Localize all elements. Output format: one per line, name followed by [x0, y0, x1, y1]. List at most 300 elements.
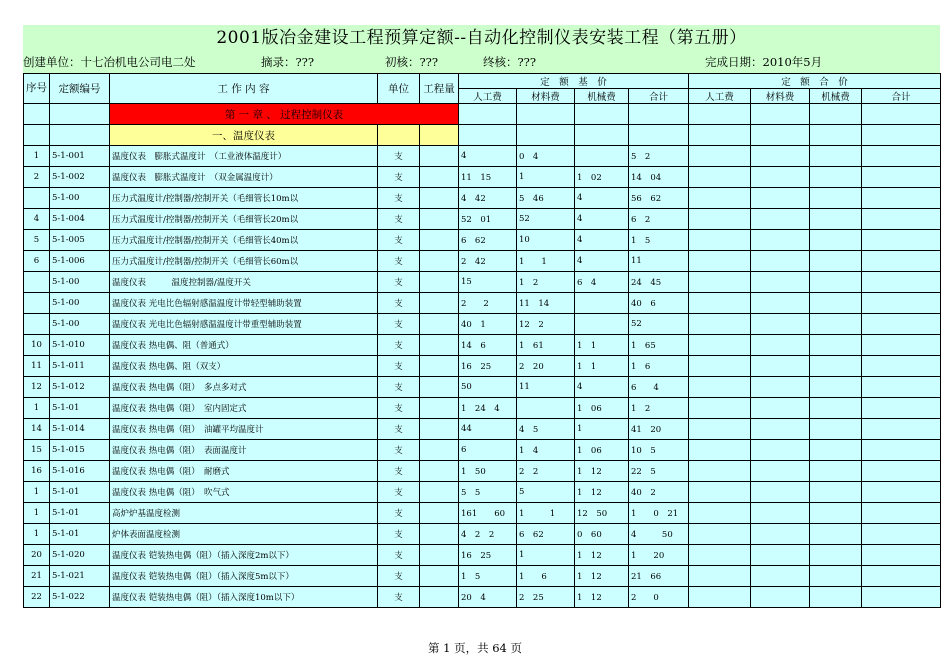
row-content: 压力式温度计/控制器/控制开关（毛细管长20m以 — [110, 209, 378, 230]
row-material: 2 20 — [517, 356, 575, 377]
row-machine: 1 1 — [575, 356, 629, 377]
table-row — [24, 335, 941, 356]
row-total-material — [751, 566, 810, 587]
row-seq: 5 — [24, 230, 50, 251]
row-total-material — [751, 209, 810, 230]
row-content: 炉体表面温度检测 — [110, 524, 378, 545]
table-row — [24, 461, 941, 482]
row-material: 1 — [517, 545, 575, 566]
row-machine: 1 12 — [575, 545, 629, 566]
row-total-sum — [862, 188, 941, 209]
row-total-machine — [810, 167, 862, 188]
row-qty — [420, 356, 459, 377]
row-total-sum — [862, 566, 941, 587]
row-machine: 4 — [575, 230, 629, 251]
row-labor: 1 24 4 — [459, 398, 517, 419]
row-unit: 支 — [378, 335, 420, 356]
row-sum: 41 20 — [629, 419, 689, 440]
row-total-labor — [689, 482, 751, 503]
row-machine: 1 12 — [575, 461, 629, 482]
row-total-material — [751, 377, 810, 398]
creator-label: 创建单位：十七冶机电公司电二处 — [23, 55, 196, 69]
row-total-machine — [810, 146, 862, 167]
row-labor: 50 — [459, 377, 517, 398]
reviewer-label: 初核：??? — [385, 55, 438, 69]
chapter-row — [24, 104, 941, 125]
row-total-labor — [689, 377, 751, 398]
row-content: 温度仪表 热电偶（阻） 油罐平均温度计 — [110, 419, 378, 440]
row-unit: 支 — [378, 440, 420, 461]
row-labor: 1 50 — [459, 461, 517, 482]
row-total-machine — [810, 230, 862, 251]
row-seq: 15 — [24, 440, 50, 461]
row-seq: 12 — [24, 377, 50, 398]
row-total-machine — [810, 188, 862, 209]
row-labor: 5 5 — [459, 482, 517, 503]
row-labor: 16 25 — [459, 545, 517, 566]
row-content: 温度仪表 热电偶（阻） 表面温度计 — [110, 440, 378, 461]
table-row — [24, 293, 941, 314]
row-total-material — [751, 440, 810, 461]
row-unit: 支 — [378, 419, 420, 440]
row-code: 5-1-011 — [50, 356, 110, 377]
row-total-labor — [689, 167, 751, 188]
row-total-labor — [689, 356, 751, 377]
row-sum: 40 6 — [629, 293, 689, 314]
row-total-labor — [689, 146, 751, 167]
row-total-sum — [862, 377, 941, 398]
row-qty — [420, 545, 459, 566]
table-row — [24, 419, 941, 440]
row-total-material — [751, 419, 810, 440]
row-material: 1 1 — [517, 503, 575, 524]
row-total-machine — [810, 377, 862, 398]
row-seq — [24, 293, 50, 314]
row-unit: 支 — [378, 293, 420, 314]
row-seq — [24, 272, 50, 293]
row-labor: 4 42 — [459, 188, 517, 209]
row-content: 温度仪表 热电偶（阻） 多点多对式 — [110, 377, 378, 398]
row-code: 5-1-015 — [50, 440, 110, 461]
row-content: 高炉炉基温度检测 — [110, 503, 378, 524]
table-row — [24, 377, 941, 398]
row-total-labor — [689, 398, 751, 419]
row-total-labor — [689, 335, 751, 356]
row-total-labor — [689, 461, 751, 482]
row-total-labor — [689, 251, 751, 272]
row-content: 温度仪表 热电偶、阻（普通式） — [110, 335, 378, 356]
row-qty — [420, 482, 459, 503]
row-labor: 16 25 — [459, 356, 517, 377]
row-total-sum — [862, 587, 941, 608]
table-row — [24, 209, 941, 230]
header-base-material: 材料费 — [517, 89, 575, 104]
table-row — [24, 587, 941, 608]
row-total-labor — [689, 503, 751, 524]
row-content: 压力式温度计/控制器/控制开关（毛细管长40m以 — [110, 230, 378, 251]
row-total-machine — [810, 293, 862, 314]
row-sum: 10 5 — [629, 440, 689, 461]
row-content: 温度仪表 铠装热电偶（阻）（插入深度10m以下） — [110, 587, 378, 608]
row-labor: 6 — [459, 440, 517, 461]
row-seq: 6 — [24, 251, 50, 272]
row-total-material — [751, 482, 810, 503]
spreadsheet — [23, 25, 940, 608]
row-total-material — [751, 503, 810, 524]
row-total-labor — [689, 209, 751, 230]
row-seq: 14 — [24, 419, 50, 440]
row-seq: 16 — [24, 461, 50, 482]
row-labor: 2 2 — [459, 293, 517, 314]
row-content: 温度仪表 膨胀式温度计 （双金属温度计） — [110, 167, 378, 188]
row-seq: 1 — [24, 482, 50, 503]
row-content: 温度仪表 铠装热电偶（阻）（插入深度5m以下） — [110, 566, 378, 587]
row-sum: 2 0 — [629, 587, 689, 608]
row-seq: 10 — [24, 335, 50, 356]
row-labor: 14 6 — [459, 335, 517, 356]
row-content: 温度仪表 铠装热电偶（阻）（插入深度2m以下） — [110, 545, 378, 566]
row-total-material — [751, 545, 810, 566]
table-row — [24, 503, 941, 524]
table-row — [24, 167, 941, 188]
row-total-material — [751, 314, 810, 335]
row-unit: 支 — [378, 545, 420, 566]
row-labor: 1 5 — [459, 566, 517, 587]
row-total-material — [751, 188, 810, 209]
row-content: 温度仪表 光电比色辐射感温温度计带轻型辅助装置 — [110, 293, 378, 314]
row-material: 2 25 — [517, 587, 575, 608]
row-total-machine — [810, 251, 862, 272]
header-total-machine: 机械费 — [810, 89, 862, 104]
row-labor: 4 — [459, 146, 517, 167]
row-material: 0 4 — [517, 146, 575, 167]
row-code: 5-1-01 — [50, 524, 110, 545]
row-code: 5-1-00 — [50, 188, 110, 209]
row-material — [517, 398, 575, 419]
row-total-sum — [862, 230, 941, 251]
info-bar — [23, 51, 940, 73]
row-total-labor — [689, 524, 751, 545]
row-total-machine — [810, 524, 862, 545]
table-row — [24, 314, 941, 335]
row-total-sum — [862, 440, 941, 461]
row-code: 5-1-00 — [50, 314, 110, 335]
header-total-labor: 人工费 — [689, 89, 751, 104]
row-material: 4 5 — [517, 419, 575, 440]
row-code: 5-1-012 — [50, 377, 110, 398]
row-total-labor — [689, 587, 751, 608]
row-machine: 12 50 — [575, 503, 629, 524]
row-code: 5-1-021 — [50, 566, 110, 587]
row-total-sum — [862, 356, 941, 377]
row-content: 温度仪表 热电偶（阻） 吹气式 — [110, 482, 378, 503]
header-base-price: 定 额 基 价 — [459, 74, 689, 89]
row-content: 温度仪表 热电偶、阻（双支） — [110, 356, 378, 377]
row-material: 11 14 — [517, 293, 575, 314]
row-labor: 6 62 — [459, 230, 517, 251]
row-total-labor — [689, 419, 751, 440]
row-sum: 1 20 — [629, 545, 689, 566]
row-total-material — [751, 356, 810, 377]
row-material: 5 46 — [517, 188, 575, 209]
row-sum: 21 66 — [629, 566, 689, 587]
row-labor: 161 60 — [459, 503, 517, 524]
row-total-labor — [689, 566, 751, 587]
row-sum: 22 5 — [629, 461, 689, 482]
row-material: 6 62 — [517, 524, 575, 545]
row-total-sum — [862, 419, 941, 440]
row-qty — [420, 209, 459, 230]
row-sum: 56 62 — [629, 188, 689, 209]
row-content: 压力式温度计/控制器/控制开关（毛细管长60m以 — [110, 251, 378, 272]
row-unit: 支 — [378, 566, 420, 587]
row-seq: 21 — [24, 566, 50, 587]
row-content: 压力式温度计/控制器/控制开关（毛细管长10m以 — [110, 188, 378, 209]
row-seq: 2 — [24, 167, 50, 188]
row-code: 5-1-01 — [50, 503, 110, 524]
row-code: 5-1-01 — [50, 482, 110, 503]
row-content: 温度仪表 光电比色辐射感温温度计带重型辅助装置 — [110, 314, 378, 335]
row-unit: 支 — [378, 251, 420, 272]
row-total-sum — [862, 272, 941, 293]
row-code: 5-1-00 — [50, 272, 110, 293]
recorder-label: 摘录：??? — [261, 55, 314, 69]
row-code: 5-1-002 — [50, 167, 110, 188]
row-content: 温度仪表 温度控制器/温度开关 — [110, 272, 378, 293]
row-code: 5-1-004 — [50, 209, 110, 230]
row-labor: 4 2 2 — [459, 524, 517, 545]
row-material: 12 2 — [517, 314, 575, 335]
row-seq: 1 — [24, 398, 50, 419]
row-machine: 4 — [575, 188, 629, 209]
section-title: 一、温度仪表 — [110, 125, 378, 146]
row-unit: 支 — [378, 461, 420, 482]
row-material: 1 1 — [517, 251, 575, 272]
row-qty — [420, 335, 459, 356]
row-machine: 4 — [575, 209, 629, 230]
page-footer: 第 1 页，共 64 页 — [427, 641, 523, 655]
header-content: 工 作 内 容 — [110, 74, 378, 104]
row-content: 温度仪表 膨胀式温度计 （工业液体温度计） — [110, 146, 378, 167]
row-seq: 22 — [24, 587, 50, 608]
row-code: 5-1-01 — [50, 398, 110, 419]
row-total-sum — [862, 209, 941, 230]
row-total-sum — [862, 335, 941, 356]
row-sum: 6 4 — [629, 377, 689, 398]
row-machine: 1 02 — [575, 167, 629, 188]
table-row — [24, 545, 941, 566]
row-total-sum — [862, 545, 941, 566]
row-code: 5-1-00 — [50, 293, 110, 314]
row-machine: 1 — [575, 419, 629, 440]
table-row — [24, 524, 941, 545]
row-total-sum — [862, 314, 941, 335]
row-labor: 2 42 — [459, 251, 517, 272]
row-total-labor — [689, 314, 751, 335]
section-row — [24, 125, 941, 146]
row-total-labor — [689, 188, 751, 209]
header-seq: 序号 — [24, 74, 50, 104]
chapter-title: 第 一 章 、 过程控制仪表 — [110, 104, 459, 125]
row-machine: 1 06 — [575, 440, 629, 461]
row-unit: 支 — [378, 482, 420, 503]
row-sum: 6 2 — [629, 209, 689, 230]
row-code: 5-1-005 — [50, 230, 110, 251]
row-qty — [420, 503, 459, 524]
row-seq: 1 — [24, 146, 50, 167]
row-code: 5-1-020 — [50, 545, 110, 566]
row-qty — [420, 146, 459, 167]
row-unit: 支 — [378, 377, 420, 398]
header-base-labor: 人工费 — [459, 89, 517, 104]
row-total-material — [751, 146, 810, 167]
row-labor: 52 01 — [459, 209, 517, 230]
row-sum: 1 0 21 — [629, 503, 689, 524]
row-sum: 52 — [629, 314, 689, 335]
row-qty — [420, 377, 459, 398]
row-machine: 4 — [575, 377, 629, 398]
row-material: 1 6 — [517, 566, 575, 587]
table-row — [24, 146, 941, 167]
row-total-labor — [689, 545, 751, 566]
row-sum: 24 45 — [629, 272, 689, 293]
row-machine — [575, 146, 629, 167]
row-total-machine — [810, 545, 862, 566]
row-labor: 20 4 — [459, 587, 517, 608]
row-total-material — [751, 230, 810, 251]
row-unit: 支 — [378, 188, 420, 209]
row-total-machine — [810, 461, 862, 482]
header-base-sum: 合计 — [629, 89, 689, 104]
row-qty — [420, 293, 459, 314]
row-total-sum — [862, 293, 941, 314]
row-material: 11 — [517, 377, 575, 398]
row-unit: 支 — [378, 356, 420, 377]
row-total-sum — [862, 398, 941, 419]
row-seq — [24, 314, 50, 335]
row-total-material — [751, 335, 810, 356]
row-qty — [420, 440, 459, 461]
row-material: 2 2 — [517, 461, 575, 482]
row-seq: 4 — [24, 209, 50, 230]
table-row — [24, 356, 941, 377]
final-reviewer-label: 终核：??? — [483, 55, 536, 69]
row-seq — [24, 188, 50, 209]
row-seq: 20 — [24, 545, 50, 566]
row-qty — [420, 188, 459, 209]
row-total-machine — [810, 482, 862, 503]
row-qty — [420, 587, 459, 608]
row-qty — [420, 167, 459, 188]
row-seq: 11 — [24, 356, 50, 377]
table-row — [24, 251, 941, 272]
row-qty — [420, 230, 459, 251]
row-total-material — [751, 524, 810, 545]
row-machine: 1 12 — [575, 566, 629, 587]
row-machine: 1 1 — [575, 335, 629, 356]
table-row — [24, 272, 941, 293]
row-unit: 支 — [378, 398, 420, 419]
header-total-sum: 合计 — [862, 89, 941, 104]
sheet-title: 2001版冶金建设工程预算定额--自动化控制仪表安装工程（第五册） — [23, 25, 940, 51]
header-total-material: 材料费 — [751, 89, 810, 104]
row-total-material — [751, 251, 810, 272]
quota-table — [23, 73, 941, 608]
row-total-sum — [862, 167, 941, 188]
row-total-material — [751, 398, 810, 419]
header-qty: 工程量 — [420, 74, 459, 104]
row-machine: 6 4 — [575, 272, 629, 293]
row-unit: 支 — [378, 524, 420, 545]
row-total-sum — [862, 524, 941, 545]
row-unit: 支 — [378, 503, 420, 524]
row-total-labor — [689, 293, 751, 314]
table-row — [24, 398, 941, 419]
table-row — [24, 230, 941, 251]
row-material: 1 2 — [517, 272, 575, 293]
row-code: 5-1-006 — [50, 251, 110, 272]
row-material: 10 — [517, 230, 575, 251]
row-sum: 5 2 — [629, 146, 689, 167]
row-sum: 1 6 — [629, 356, 689, 377]
row-total-machine — [810, 398, 862, 419]
row-machine: 1 06 — [575, 398, 629, 419]
row-machine: 4 — [575, 251, 629, 272]
row-total-labor — [689, 440, 751, 461]
row-material: 1 4 — [517, 440, 575, 461]
table-row — [24, 482, 941, 503]
row-total-sum — [862, 251, 941, 272]
row-code: 5-1-010 — [50, 335, 110, 356]
row-content: 温度仪表 热电偶（阻） 耐磨式 — [110, 461, 378, 482]
row-sum: 11 — [629, 251, 689, 272]
row-machine — [575, 293, 629, 314]
row-unit: 支 — [378, 587, 420, 608]
row-total-material — [751, 293, 810, 314]
row-total-machine — [810, 587, 862, 608]
row-unit: 支 — [378, 314, 420, 335]
row-material: 52 — [517, 209, 575, 230]
row-total-sum — [862, 482, 941, 503]
row-total-labor — [689, 230, 751, 251]
row-total-sum — [862, 503, 941, 524]
row-code: 5-1-022 — [50, 587, 110, 608]
row-unit: 支 — [378, 209, 420, 230]
row-total-material — [751, 461, 810, 482]
row-material: 1 61 — [517, 335, 575, 356]
row-material: 5 — [517, 482, 575, 503]
row-total-material — [751, 587, 810, 608]
row-machine: 1 12 — [575, 482, 629, 503]
row-seq: 1 — [24, 503, 50, 524]
table-row — [24, 566, 941, 587]
row-labor: 40 1 — [459, 314, 517, 335]
table-row — [24, 440, 941, 461]
row-qty — [420, 566, 459, 587]
row-labor: 11 15 — [459, 167, 517, 188]
row-content: 温度仪表 热电偶（阻） 室内固定式 — [110, 398, 378, 419]
row-total-sum — [862, 461, 941, 482]
row-total-machine — [810, 503, 862, 524]
row-machine — [575, 314, 629, 335]
row-sum: 1 2 — [629, 398, 689, 419]
row-qty — [420, 314, 459, 335]
row-sum: 4 50 — [629, 524, 689, 545]
row-unit: 支 — [378, 230, 420, 251]
row-total-labor — [689, 272, 751, 293]
row-labor: 44 — [459, 419, 517, 440]
row-total-material — [751, 167, 810, 188]
